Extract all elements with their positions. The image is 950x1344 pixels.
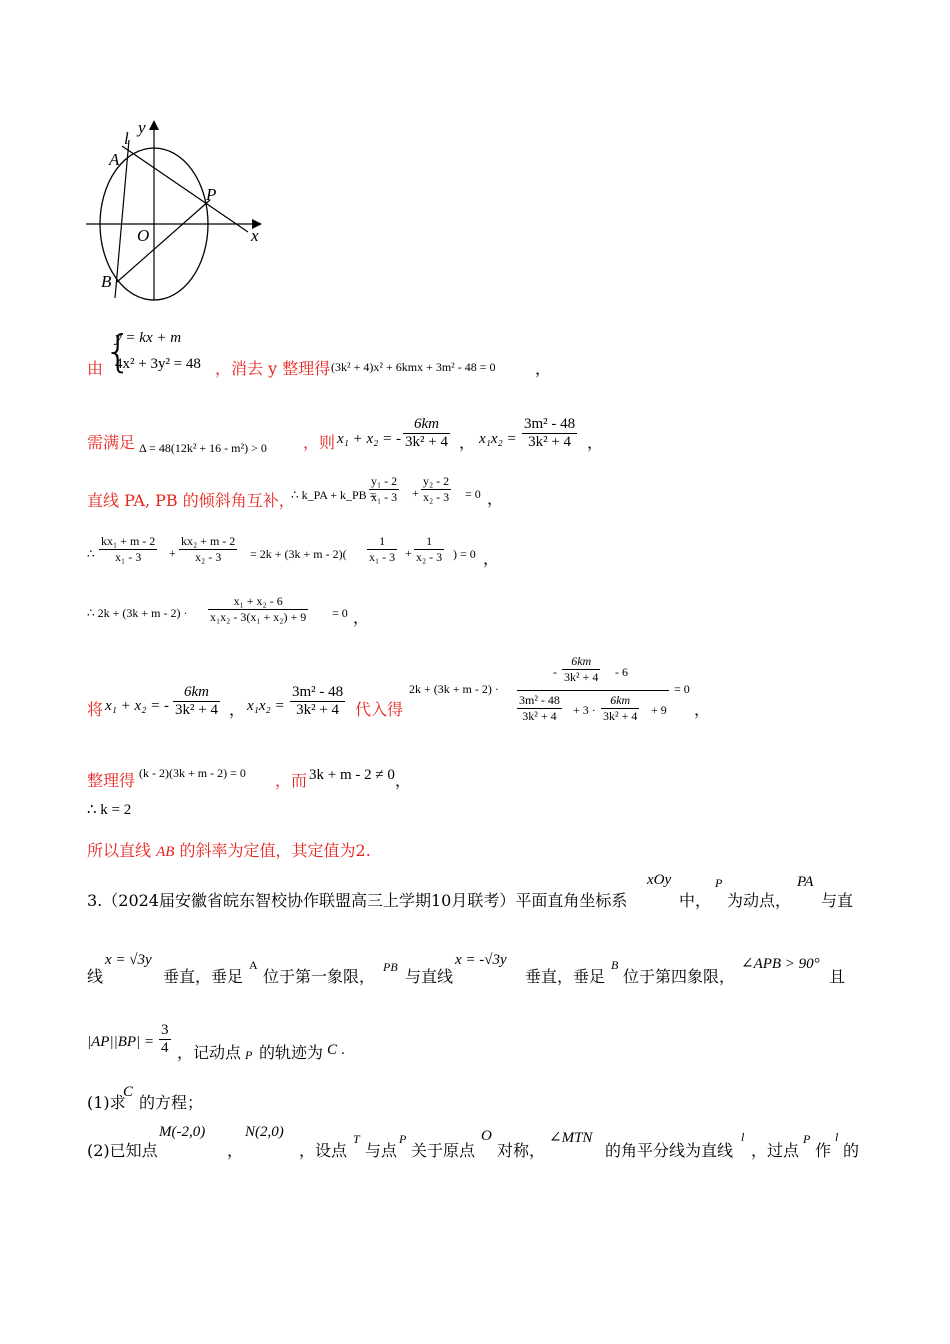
sub-sum-frac — [173, 684, 220, 719]
big-num-inner — [562, 654, 600, 685]
label-y: y — [138, 118, 146, 137]
factor-eq: (k - 2)(3k + m - 2) = 0 — [139, 766, 246, 780]
p3-line-eq1: x = √3y — [105, 952, 152, 968]
conclusion-pre: 所以直线 — [87, 841, 152, 860]
line4-f2-den: x₂ - 3 — [195, 550, 222, 564]
ellipse-figure — [80, 110, 280, 310]
k-result: ∴ k = 2 — [87, 802, 132, 818]
big-den-f2-num: 6km — [601, 693, 639, 709]
slope-f1-den: x₁ - 3 — [371, 490, 398, 504]
line4-f1-den: x₁ - 3 — [115, 550, 142, 564]
sum-lhs: x₁ + x₂ = - — [337, 431, 401, 447]
q2-m: M(-2,0) — [159, 1124, 206, 1140]
sub-comma2: ， — [694, 700, 711, 719]
big-den-f1-den: 3k² + 4 — [522, 709, 557, 723]
sub-prod-num: 3m² - 48 — [292, 684, 344, 700]
factor-cond: 3k + m - 2 ≠ 0 — [309, 767, 395, 783]
label-o: O — [137, 226, 150, 245]
line-ap — [122, 146, 248, 232]
p3-chuizhi1: 垂直，垂足 — [163, 967, 244, 986]
factor-comma: ， — [395, 771, 412, 790]
problem3-line1 — [87, 872, 867, 912]
p3-prod-num: 3 — [161, 1022, 169, 1038]
prod-num: 3m² - 48 — [524, 416, 576, 432]
slope-comma: ， — [487, 489, 504, 508]
sub-prod-den: 3k² + 4 — [296, 702, 340, 718]
p3-angle: ∠APB > 90° — [741, 956, 820, 972]
q2-mid4: 对称， — [497, 1141, 546, 1160]
sum-comma: ， — [459, 433, 476, 452]
p3-chuizhi2: 垂直，垂足 — [525, 967, 606, 986]
p3-prod-lhs: |AP||BP| = — [87, 1034, 155, 1050]
line4-f3-num: 1 — [367, 534, 397, 550]
slope-eq-lhs: ∴ k_PA + k_PB = — [291, 488, 377, 502]
big-num-pre: - — [553, 665, 557, 679]
p3-xoy: xOy — [647, 872, 672, 888]
q2-mid: ，设点 — [299, 1141, 348, 1160]
p3-prod-den: 4 — [161, 1040, 169, 1056]
big-den-f2-den: 3k² + 4 — [603, 709, 638, 723]
big-fraction — [517, 654, 669, 734]
p3-trace2: 的轨迹为 — [259, 1043, 324, 1062]
conclusion-ab: AB — [156, 844, 175, 860]
line4-f4-den: x₂ - 3 — [416, 550, 443, 564]
sum-num: 6km — [403, 416, 450, 434]
label-l: l — [124, 129, 129, 148]
sub-label: 将 — [87, 700, 104, 719]
problem3-line2 — [87, 950, 867, 984]
conclusion — [87, 838, 371, 861]
q2-mid2: 与点 — [365, 1141, 398, 1160]
big-den-mid: + 3 · — [573, 703, 596, 717]
p3-yuzhixian: 与直线 — [405, 967, 454, 986]
q2-comma1: ， — [227, 1141, 244, 1160]
slope-f1-num: y₁ - 2 — [371, 474, 398, 488]
line4-mid: = 2k + (3k + m - 2)( — [250, 547, 347, 561]
plus-sign: + — [412, 486, 419, 500]
p3-period: . — [341, 1042, 345, 1058]
p3-a: A — [249, 958, 258, 972]
line4-frac4 — [414, 534, 444, 565]
system-eq1: y = kx + m — [115, 330, 182, 346]
line4-f3-den: x₁ - 3 — [369, 550, 396, 564]
p3-quad4: 位于第四象限， — [623, 967, 736, 986]
big-fraction-bar — [517, 690, 669, 691]
p3-pa: PA — [797, 874, 814, 890]
p3-zhong: 中， — [679, 891, 712, 910]
system-eq2: 4x² + 3y² = 48 — [115, 356, 201, 372]
sum-den: 3k² + 4 — [405, 434, 448, 450]
factor-mid: ，而 — [275, 771, 308, 790]
big-num-inner-num: 6km — [562, 654, 600, 670]
sub-prod-frac — [290, 684, 345, 719]
system-result: (3k² + 4)x² + 6kmx + 3m² - 48 = 0 — [331, 360, 496, 374]
plus-sign: + — [405, 546, 412, 560]
sub-lhs: 2k + (3k + m - 2) · — [409, 682, 499, 696]
line5-den: x₁x₂ - 3(x₁ + x₂) + 9 — [210, 610, 307, 624]
line4-f4-num: 1 — [414, 534, 444, 550]
sub-sum-lhs: x₁ + x₂ = - — [105, 698, 169, 714]
q2-mid3: 关于原点 — [411, 1141, 476, 1160]
prod-comma: ， — [587, 433, 604, 452]
line4-prefix: ∴ — [87, 547, 95, 561]
q2-l: l — [741, 1130, 745, 1144]
line4-f2-num: kx₂ + m - 2 — [181, 534, 236, 548]
p3-quad1: 位于第一象限， — [263, 967, 376, 986]
p3-title: 3.（2024届安徽省皖东智校协作联盟高三上学期10月联考）平面直角坐标系 — [87, 891, 628, 910]
p3-pb: PB — [383, 960, 398, 974]
sub-comma1: ， — [229, 700, 246, 719]
line4-end: ) = 0 — [453, 547, 476, 561]
p3-p: P — [715, 876, 723, 890]
p3-qie: 且 — [829, 967, 846, 986]
factor-label: 整理得 — [87, 771, 136, 790]
p3-dongdian: 为动点， — [727, 891, 792, 910]
label-p: P — [206, 185, 217, 204]
line5-prefix: ∴ 2k + (3k + m - 2) · — [87, 606, 188, 620]
q2-p2: P — [803, 1132, 811, 1146]
label-b: B — [101, 272, 112, 291]
sub-text: 代入得 — [355, 700, 404, 719]
q2-o: O — [481, 1128, 492, 1144]
q2-end: 的 — [843, 1141, 860, 1160]
line5-end: = 0 — [332, 606, 348, 620]
prod-den: 3k² + 4 — [528, 434, 572, 450]
slope-text: 直线 PA, PB 的倾斜角互补， — [87, 491, 295, 510]
q2-mid6: ，过点 — [751, 1141, 800, 1160]
big-den-f1-num: 3m² - 48 — [519, 693, 560, 707]
q1-c: C — [123, 1084, 134, 1100]
line5-num: x₁ + x₂ - 6 — [208, 594, 308, 610]
big-den-post: + 9 — [651, 703, 667, 717]
sub-prod-lhs: x₁x₂ = — [247, 698, 285, 714]
p3-c: C — [327, 1042, 338, 1058]
discriminant: Δ = 48(12k² + 16 - m²) > 0 — [139, 441, 267, 455]
q1-post: 的方程； — [139, 1093, 204, 1112]
slope-frac1 — [369, 474, 399, 505]
then-label: ，则 — [303, 433, 336, 452]
line4-frac3 — [367, 534, 397, 565]
conclusion-post: 的斜率为定值，其定值为2. — [179, 841, 371, 860]
sum-frac — [403, 416, 450, 451]
big-den-f2 — [601, 693, 639, 724]
q2-label: (2)已知点 — [87, 1141, 158, 1160]
p3-yuzhi: 与直 — [821, 891, 854, 910]
line4-frac2 — [179, 534, 237, 565]
label-x: x — [251, 226, 259, 245]
line5-comma: ， — [353, 608, 370, 627]
need-label: 需满足 — [87, 433, 136, 452]
q2-n: N(2,0) — [245, 1124, 284, 1140]
plus-sign: + — [169, 546, 176, 560]
problem3-line3 — [87, 1022, 867, 1066]
prod-frac — [522, 416, 577, 451]
q2-p: P — [399, 1132, 407, 1146]
y-axis-arrow — [149, 120, 159, 130]
big-den-f1 — [517, 693, 562, 724]
sub-sum-den: 3k² + 4 — [175, 702, 218, 718]
p3-line-eq2: x = -√3y — [455, 952, 507, 968]
prod-lhs: x₁x₂ = — [479, 431, 517, 447]
system-mid: ，消去 y 整理得 — [215, 359, 331, 378]
line5-frac — [208, 594, 308, 625]
p3-xian: 线 — [87, 967, 104, 986]
line-bp — [117, 200, 210, 282]
slope-eq-rhs: = 0 — [465, 487, 481, 501]
brace: { — [104, 326, 132, 377]
q1-label: (1)求 — [87, 1093, 126, 1112]
p3-trace-p: P — [245, 1048, 253, 1062]
sub-sum-num: 6km — [173, 684, 220, 702]
line4-frac1 — [99, 534, 157, 565]
system-prefix: 由 — [87, 359, 104, 378]
q2-l2: l — [835, 1130, 839, 1144]
big-den — [517, 693, 669, 731]
q2-t: T — [353, 1132, 360, 1146]
q2-mid7: 作 — [815, 1141, 832, 1160]
slope-f2-den: x₂ - 3 — [423, 490, 450, 504]
big-num — [517, 654, 669, 690]
q2-mid5: 的角平分线为直线 — [605, 1141, 734, 1160]
line4-f1-num: kx₁ + m - 2 — [101, 534, 156, 548]
p3-trace: ，记动点 — [177, 1043, 242, 1062]
p3-b: B — [611, 958, 619, 972]
big-num-inner-den: 3k² + 4 — [564, 670, 599, 684]
slope-frac2 — [421, 474, 451, 505]
q2-angle: ∠MTN — [549, 1130, 593, 1146]
system-end: ， — [535, 359, 552, 378]
big-num-post: - 6 — [615, 665, 628, 679]
sub-rhs: = 0 — [674, 682, 690, 696]
p3-prod-frac — [159, 1022, 171, 1057]
q2-line — [87, 1122, 867, 1158]
label-a: A — [109, 150, 120, 169]
slope-f2-num: y₂ - 2 — [423, 474, 450, 488]
line4-comma: ， — [483, 549, 500, 568]
